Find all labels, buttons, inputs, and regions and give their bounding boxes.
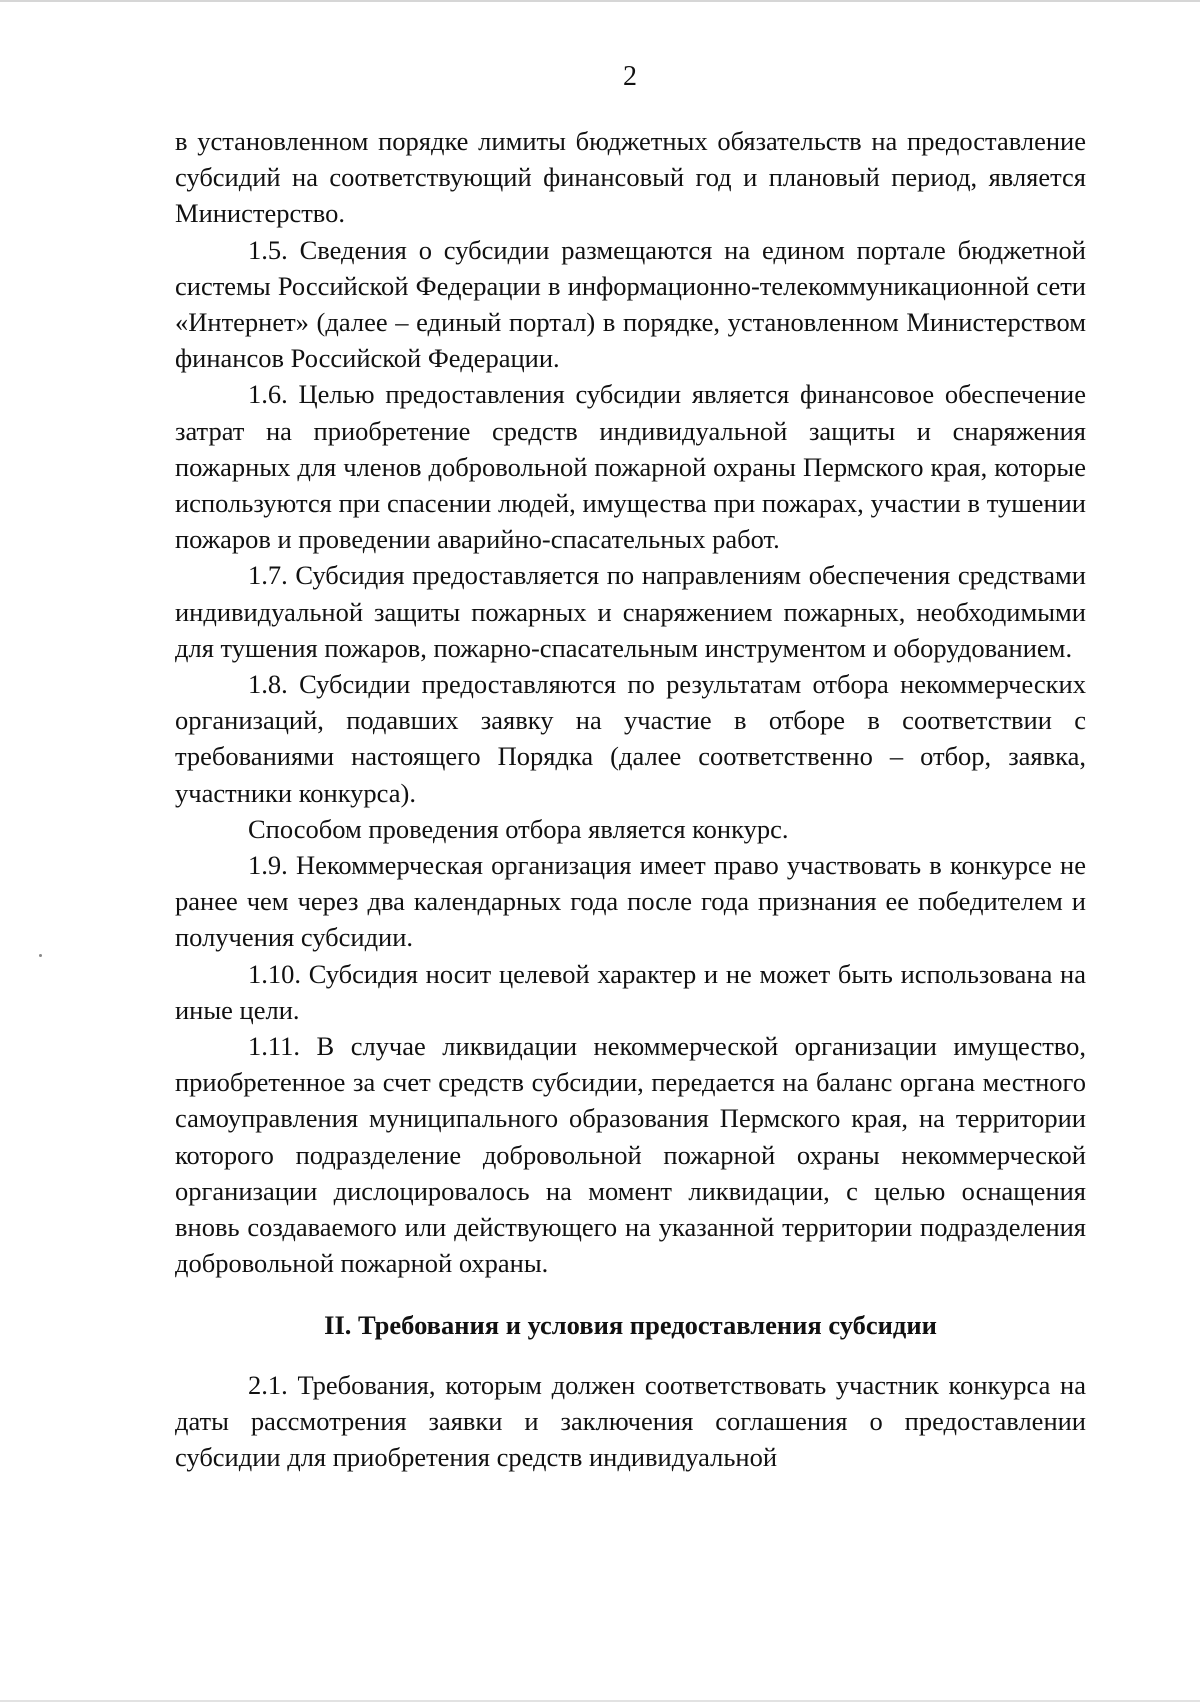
section-heading: II. Требования и условия предоставления субсидии [324,1309,937,1340]
page-bottom-edge [0,1700,1200,1702]
page-top-edge [0,0,1200,2]
paragraph-continuation: в установленном порядке лимиты бюджетных обязательств на предоставление субсидий на соответствующий финансовый год и плановый период, является Министерство. [175,126,1086,229]
paragraph-1-10: 1.10. Субсидия носит целевой характер и не может быть использована на иные цели. [175,958,1086,1025]
page-number: 2 [623,61,637,92]
paragraph-1-6: 1.6. Целью предоставления субсидии является финансовое обеспечение затрат на приобретение средств индивидуальной защиты и снаряжения пожарных для членов добровольной пожарной охраны Пермского края, которые используются при спасении людей, имущества при пожарах, участии в тушении пожаров и проведении аварийно-спасательных работ. [175,379,1086,555]
paragraph-selection-method: Способом проведения отбора является конкурс. [248,813,789,844]
paragraph-1-7: 1.7. Субсидия предоставляется по направлениям обеспечения средствами индивидуальной защиты пожарных и снаряжением пожарных, необходимыми для тушения пожаров, пожарно-спасательным инструментом и оборудованием. [175,560,1086,663]
paragraph-1-8: 1.8. Субсидии предоставляются по результатам отбора некоммерческих организаций, подавших заявку на участие в отборе в соответствии с требованиями настоящего Порядка (далее соответственно – отбор, заявка, участники конкурса). [175,669,1086,808]
paragraph-1-11: 1.11. В случае ликвидации некоммерческой организации имущество, приобретенное за счет средств субсидии, передается на баланс органа местного самоуправления муниципального образования Пермского края, на территории которого подразделение добровольной пожарной охраны некоммерческой организации дислоцировалось на момент ликвидации, с целью оснащения вновь создаваемого или действующего на указанной территории подразделения добровольной пожарной охраны. [175,1031,1086,1279]
paragraph-2-1: 2.1. Требования, которым должен соответствовать участник конкурса на даты рассмотрения заявки и заключения соглашения о предоставлении субсидии для приобретения средств индивидуальной [175,1369,1086,1472]
scan-margin-mark [39,954,42,957]
paragraph-1-9: 1.9. Некоммерческая организация имеет право участвовать в конкурсе не ранее чем через два календарных года после года признания ее победителем и получения субсидии. [175,850,1086,953]
paragraph-1-5: 1.5. Сведения о субсидии размещаются на едином портале бюджетной системы Российской Федерации в информационно-телекоммуникационной сети «Интернет» (далее – единый портал) в порядке, установленном Министерством финансов Российской Федерации. [175,234,1086,374]
document-body [175,123,1086,1475]
